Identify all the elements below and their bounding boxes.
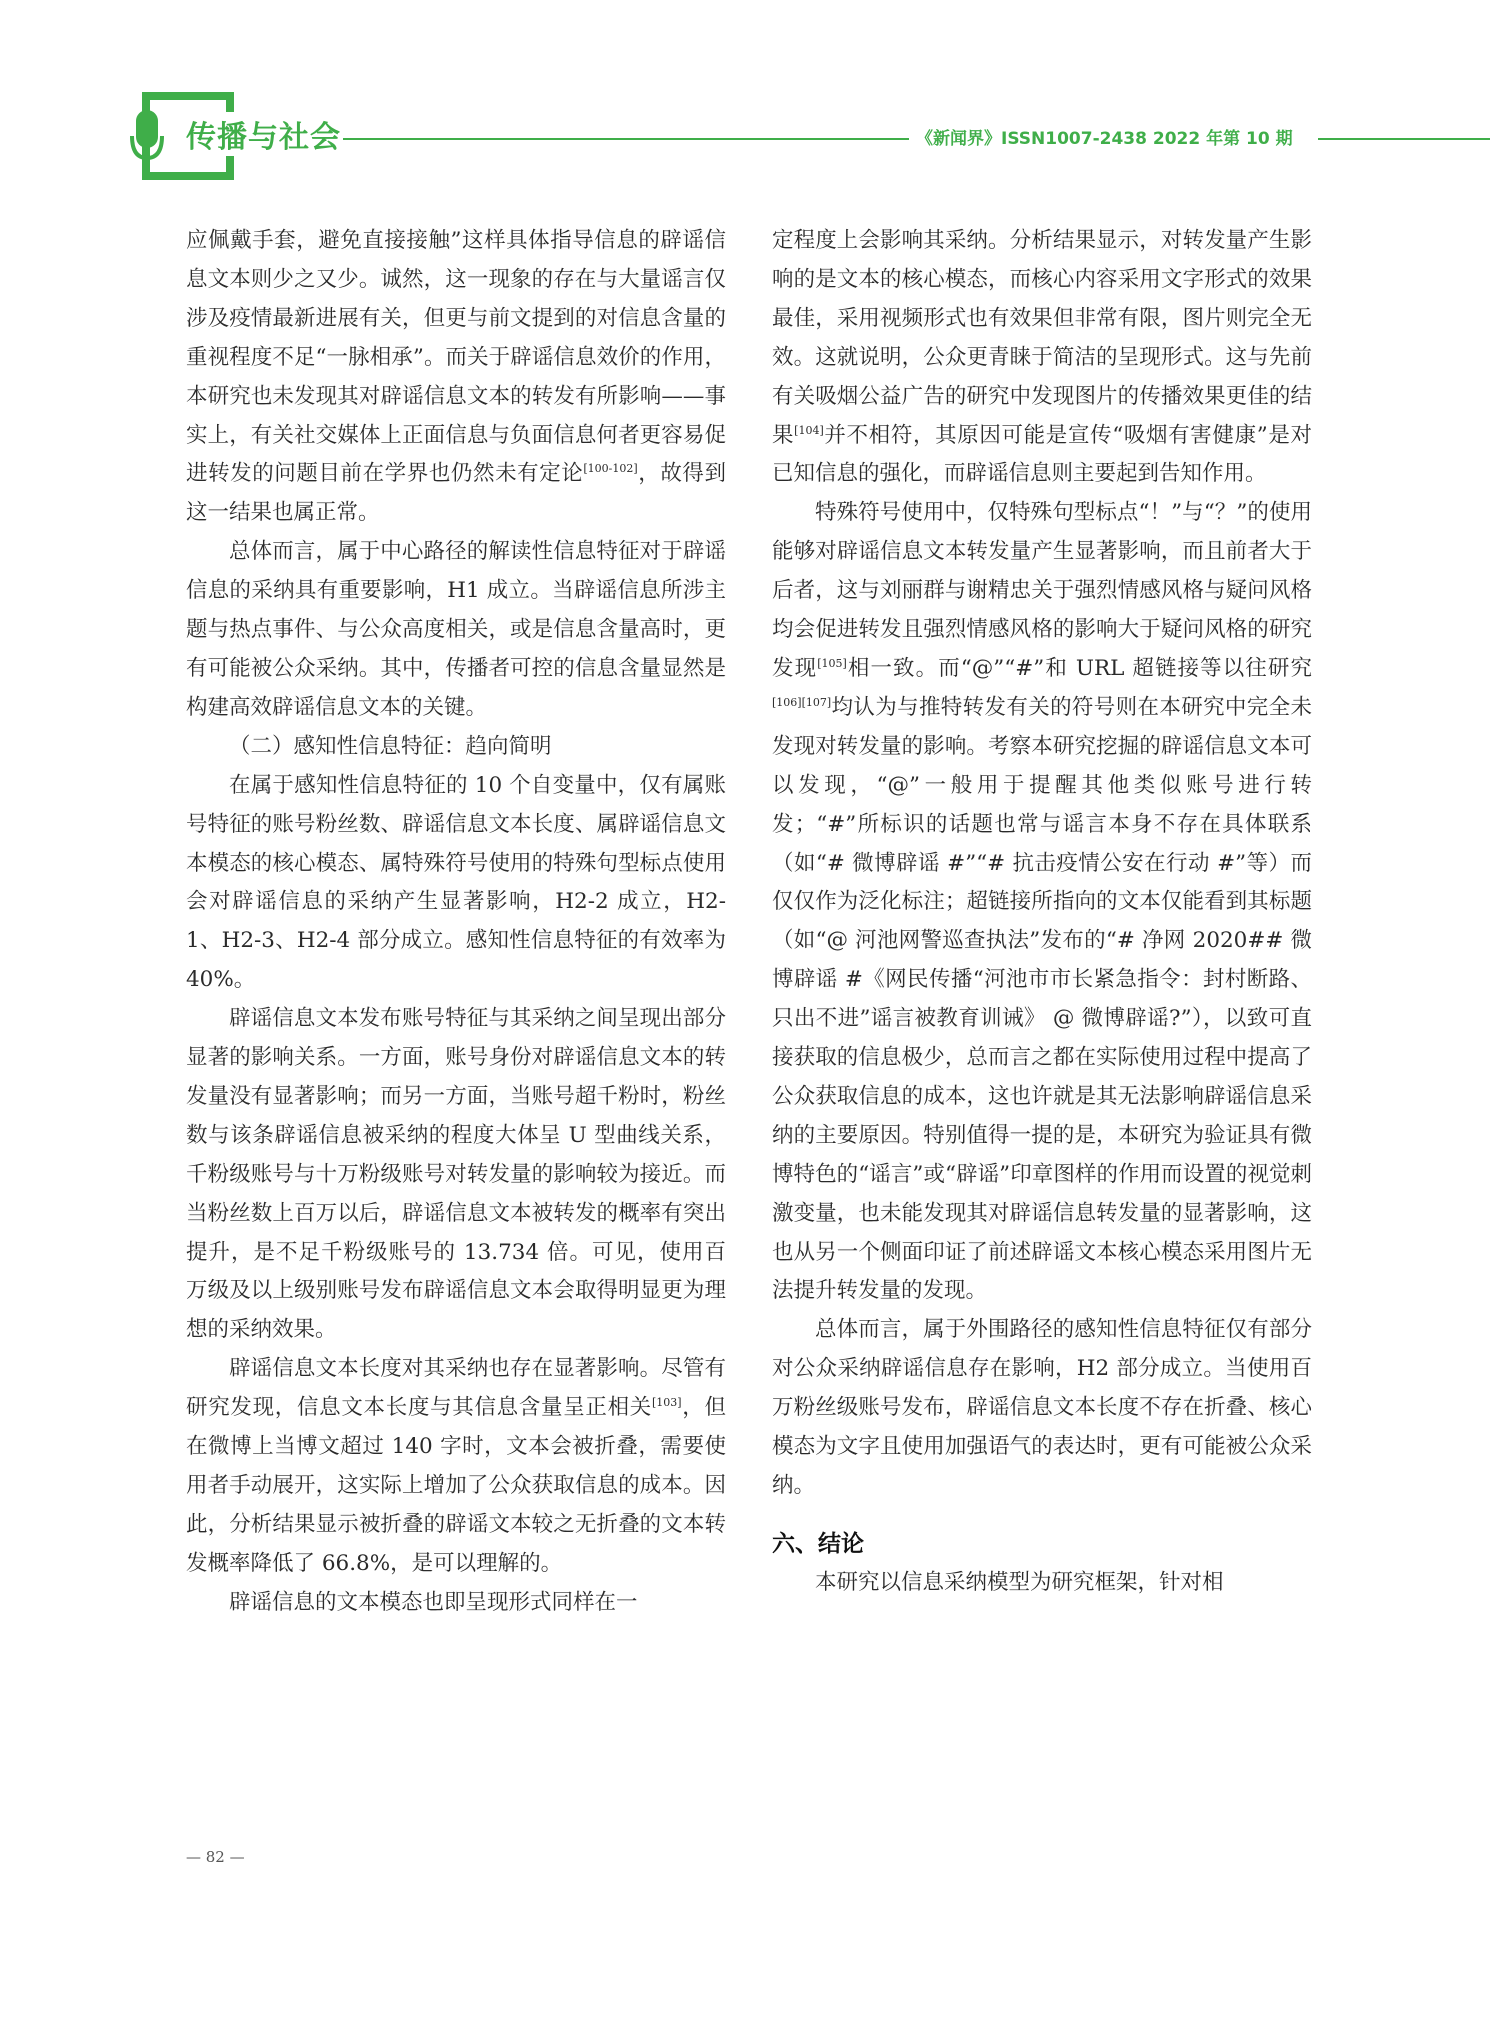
paragraph: 本研究以信息采纳模型为研究框架，针对相	[815, 1569, 1224, 1595]
subheading: （二）感知性信息特征：趋向简明	[229, 733, 552, 759]
journal-info: 《新闻界》ISSN1007-2438 2022 年第 10 期	[916, 129, 1293, 149]
right-column	[772, 222, 1312, 1603]
section-title: 传播与社会	[180, 112, 347, 156]
paragraph: 定程度上会影响其采纳。分析结果显示，对转发量产生影响的是文本的核心模态，而核心内容采用文字形式的效果最佳，采用视频形式也有效果但非常有限，图片则完全无效。这就说明，公众更青睐于简洁的呈现形式。这与先前有关吸烟公益广告的研究中发现图片的传播效果更佳的结果[104]并不相符，其原因可能是宣传“吸烟有害健康”是对已知信息的强化，而辟谣信息则主要起到告知作用。	[772, 228, 1312, 487]
page-header	[0, 0, 1500, 200]
citation: [106][107]	[772, 695, 832, 709]
paragraph: 应佩戴手套，避免直接接触”这样具体指导信息的辟谣信息文本则少之又少。诚然，这一现象的存在与大量谣言仅涉及疫情最新进展有关，但更与前文提到的对信息含量的重视程度不足“一脉相承”。而关于辟谣信息效价的作用，本研究也未发现其对辟谣信息文本的转发有所影响——事实上，有关社交媒体上正面信息与负面信息何者更容易促进转发的问题目前在学界也仍然未有定论[100-102]，故得到这一结果也属正常。	[186, 228, 726, 526]
citation: [100-102]	[583, 462, 638, 476]
microphone-icon	[130, 108, 164, 168]
paragraph: 辟谣信息文本发布账号特征与其采纳之间呈现出部分显著的影响关系。一方面，账号身份对辟谣信息文本的转发量没有显著影响；而另一方面，当账号超千粉时，粉丝数与该条辟谣信息被采纳的程度大体呈 U 型曲线关系，千粉级账号与十万粉级账号对转发量的影响较为接近。而当粉丝数上百万以后，辟谣信息文本被转发的概率有突出提升，是不足千粉级账号的 13.734 倍。可见，使用百万级及以上级别账号发布辟谣信息文本会取得明显更为理想的采纳效果。	[186, 1006, 726, 1343]
header-rule-left	[343, 138, 909, 140]
paragraph: 总体而言，属于中心路径的解读性信息特征对于辟谣信息的采纳具有重要影响，H1 成立。当辟谣信息所涉主题与热点事件、与公众高度相关，或是信息含量高时，更有可能被公众采纳。其中，传播者可控的信息含量显然是构建高效辟谣信息文本的关键。	[186, 539, 726, 720]
header-rule-right	[1318, 138, 1490, 140]
left-column	[186, 222, 726, 1623]
paragraph: 辟谣信息文本长度对其采纳也存在显著影响。尽管有研究发现，信息文本长度与其信息含量呈正相关[103]，但在微博上当博文超过 140 字时，文本会被折叠，需要使用者手动展开，这实际上增加了公众获取信息的成本。因此，分析结果显示被折叠的辟谣文本较之无折叠的文本转发概率降低了 66.8%，是可以理解的。	[186, 1356, 726, 1576]
section-heading: 六、结论	[772, 1530, 864, 1557]
paragraph: 总体而言，属于外围路径的感知性信息特征仅有部分对公众采纳辟谣信息存在影响，H2 部分成立。当使用百万粉丝级账号发布，辟谣信息文本长度不存在折叠、核心模态为文字且使用加强语气的表达时，更有可能被公众采纳。	[772, 1317, 1312, 1498]
page-number: — 82 —	[186, 1848, 245, 1866]
citation: [104]	[794, 423, 824, 437]
paragraph: 特殊符号使用中，仅特殊句型标点“！”与“？”的使用能够对辟谣信息文本转发量产生显著影响，而且前者大于后者，这与刘丽群与谢精忠关于强烈情感风格与疑问风格均会促进转发且强烈情感风格的影响大于疑问风格的研究发现[105]相一致。而“@”“#”和 URL 超链接等以往研究[106][107]均认为与推特转发有关的符号则在本研究中完全未发现对转发量的影响。考察本研究挖掘的辟谣信息文本可以发现，“@”一般用于提醒其他类似账号进行转发；“#”所标识的话题也常与谣言本身不存在具体联系（如“# 微博辟谣 #”“# 抗击疫情公安在行动 #”等）而仅仅作为泛化标注；超链接所指向的文本仅能看到其标题（如“@ 河池网警巡查执法”发布的“# 净网 2020## 微博辟谣 #《网民传播“河池市市长紧急指令：封村断路、只出不进”谣言被教育训诫》 @ 微博辟谣?”），以致可直接获取的信息极少，总而言之都在实际使用过程中提高了公众获取信息的成本，这也许就是其无法影响辟谣信息采纳的主要原因。特别值得一提的是，本研究为验证具有微博特色的“谣言”或“辟谣”印章图样的作用而设置的视觉刺激变量，也未能发现其对辟谣信息转发量的显著影响，这也从另一个侧面印证了前述辟谣文本核心模态采用图片无法提升转发量的发现。	[772, 500, 1312, 1304]
paragraph: 辟谣信息的文本模态也即呈现形式同样在一	[229, 1589, 638, 1615]
paragraph: 在属于感知性信息特征的 10 个自变量中，仅有属账号特征的账号粉丝数、辟谣信息文本长度、属辟谣信息文本模态的核心模态、属特殊符号使用的特殊句型标点使用会对辟谣信息的采纳产生显著影响，H2-2 成立，H2-1、H2-3、H2-4 部分成立。感知性信息特征的有效率为40%。	[186, 772, 726, 993]
citation: [105]	[817, 656, 847, 670]
citation: [103]	[652, 1396, 682, 1410]
